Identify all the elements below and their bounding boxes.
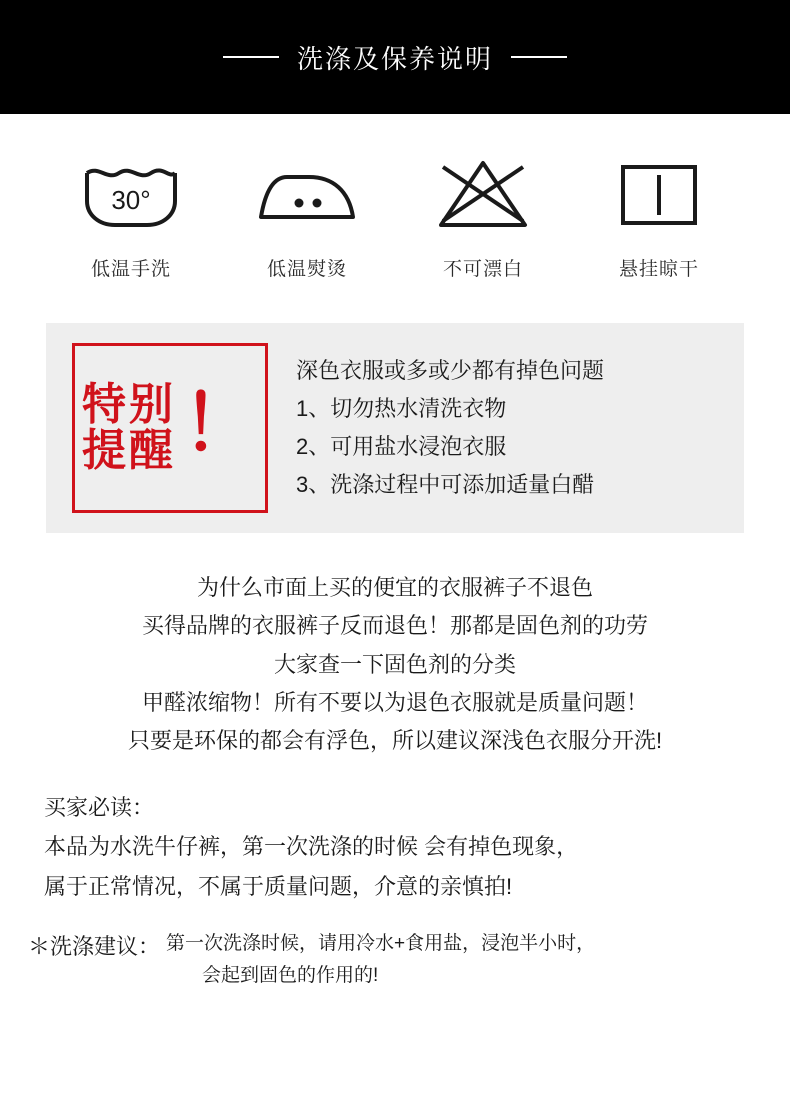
care-symbol-hand-wash — [72, 152, 190, 281]
buyer-notes-line: 属于正常情况，不属于质量问题，介意的亲慎拍! — [44, 873, 513, 899]
special-notice-badge — [72, 343, 268, 513]
header-rule-left — [223, 56, 279, 58]
line-dry-hang-icon — [605, 152, 713, 238]
badge-exclamation-mark: ！ — [182, 381, 258, 467]
hand-wash-30-icon — [77, 152, 185, 238]
no-bleach-icon — [429, 152, 537, 238]
wash-advice-line: 第一次洗涤时候，请用冷水+食用盐，浸泡半小时， — [166, 932, 596, 954]
care-symbol-label: 悬挂晾干 — [618, 259, 699, 280]
wash-advice-line: 会起到固色的作用的! — [202, 965, 379, 987]
explanation-line: 甲醛浓缩物！所有不要以为退色衣服就是质量问题！ — [141, 689, 648, 715]
notice-line: 3、洗涤过程中可添加适量白醋 — [296, 471, 595, 497]
special-notice-block — [46, 323, 744, 533]
svg-text:30°: 30° — [111, 185, 151, 215]
wash-advice-block — [28, 928, 762, 993]
explanation-line: 为什么市面上买的便宜的衣服裤子不退色 — [196, 575, 593, 600]
page-title: 洗涤及保养说明 — [296, 43, 493, 74]
notice-line: 深色衣服或多或少都有掉色问题 — [296, 358, 605, 384]
care-symbol-no-bleach — [424, 152, 542, 281]
explanation-paragraph — [0, 569, 790, 760]
notice-line: 2、可用盐水浸泡衣服 — [296, 434, 507, 459]
explanation-line: 只要是环保的都会有浮色，所以建议深浅色衣服分开洗! — [127, 728, 663, 754]
header-rule-right — [511, 56, 567, 58]
badge-inner — [82, 379, 258, 475]
care-symbol-label: 低温手洗 — [90, 259, 171, 280]
wash-advice-body — [160, 928, 595, 993]
care-symbol-label: 低温熨烫 — [266, 259, 347, 280]
explanation-line: 大家查一下固色剂的分类 — [273, 651, 516, 677]
badge-text — [82, 379, 176, 475]
buyer-notes-heading: 买家必读： — [44, 795, 155, 821]
care-symbol-line-dry — [600, 152, 718, 281]
badge-line-1: 特别 — [82, 379, 176, 429]
wash-advice-label: ＊洗涤建议： — [28, 933, 161, 959]
buyer-notes-block — [44, 788, 746, 905]
notice-line: 1、切勿热水清洗衣物 — [296, 396, 507, 422]
care-symbol-label: 不可漂白 — [442, 259, 523, 280]
buyer-notes-line: 本品为水洗牛仔裤，第一次洗涤的时候 会有掉色现象， — [44, 834, 579, 860]
care-symbol-iron — [248, 152, 366, 281]
badge-line-2: 提醒 — [82, 426, 176, 475]
header-banner — [0, 0, 790, 114]
special-notice-lines — [268, 352, 604, 503]
low-heat-iron-icon — [253, 152, 361, 238]
care-symbol-row — [0, 114, 790, 281]
explanation-line: 买得品牌的衣服裤子反而退色！那都是固色剂的功劳 — [141, 613, 648, 639]
header-title-group — [223, 39, 567, 76]
